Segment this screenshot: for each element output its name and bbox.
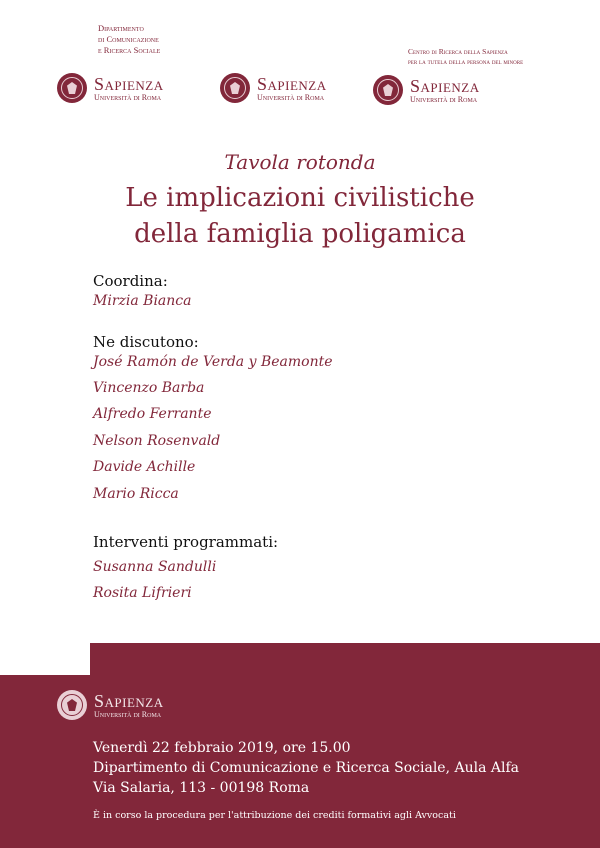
event-date: Venerdì 22 febbraio 2019, ore 15.00 bbox=[93, 740, 351, 756]
speaker-name: José Ramón de Verda y Beamonte bbox=[93, 354, 333, 370]
speaker-name: Davide Achille bbox=[93, 459, 196, 475]
centro-line: Centro di Ricerca della Sapienza bbox=[408, 47, 508, 56]
footer-logo-name: Sapienza bbox=[94, 690, 164, 711]
event-title-line: della famiglia poligamica bbox=[134, 219, 466, 249]
speaker-name: Vincenzo Barba bbox=[93, 380, 205, 396]
event-title bbox=[0, 180, 600, 252]
credits-note: È in corso la procedura per l'attribuzione dei crediti formativi agli Avvocati bbox=[93, 810, 456, 821]
logo-sub: Università di Roma bbox=[257, 92, 325, 102]
centro-line: per la tutela della persona del minore bbox=[408, 57, 524, 66]
sapienza-seal-icon bbox=[57, 690, 87, 720]
logo-sub: Università di Roma bbox=[94, 92, 162, 102]
sapienza-logo bbox=[220, 73, 327, 103]
sapienza-seal-icon bbox=[373, 75, 403, 105]
sapienza-logo bbox=[373, 75, 480, 105]
event-address: Via Salaria, 113 - 00198 Roma bbox=[93, 780, 310, 796]
logo-sub: Università di Roma bbox=[410, 94, 478, 104]
speaker-name: Alfredo Ferrante bbox=[93, 406, 212, 422]
logo-name: Sapienza bbox=[94, 73, 164, 94]
footer-sapienza-logo bbox=[57, 690, 164, 720]
footer-notch bbox=[0, 643, 90, 675]
centro-label bbox=[408, 47, 523, 67]
event-kicker: Tavola rotonda bbox=[224, 150, 376, 174]
department-line: Dipartimento bbox=[98, 23, 144, 33]
event-title-line: Le implicazioni civilistiche bbox=[125, 183, 475, 213]
logo-name: Sapienza bbox=[257, 73, 327, 94]
intervention-name: Susanna Sandulli bbox=[93, 559, 217, 575]
sapienza-logo bbox=[57, 73, 164, 103]
department-line: e Ricerca Sociale bbox=[98, 45, 161, 55]
event-place: Dipartimento di Comunicazione e Ricerca Sociale, Aula Alfa bbox=[93, 760, 520, 776]
logo-name: Sapienza bbox=[410, 75, 480, 96]
sapienza-seal-icon bbox=[220, 73, 250, 103]
discutono-label: Ne discutono: bbox=[93, 333, 199, 351]
sapienza-seal-icon bbox=[57, 73, 87, 103]
coordina-label: Coordina: bbox=[93, 272, 168, 290]
speaker-name: Mario Ricca bbox=[93, 486, 179, 502]
department-label bbox=[98, 23, 160, 56]
coordinator-name: Mirzia Bianca bbox=[93, 293, 192, 309]
department-line: di Comunicazione bbox=[98, 34, 159, 44]
intervention-name: Rosita Lifrieri bbox=[93, 585, 192, 601]
footer-logo-sub: Università di Roma bbox=[94, 709, 162, 719]
interventi-label: Interventi programmati: bbox=[93, 533, 279, 551]
speaker-name: Nelson Rosenvald bbox=[93, 433, 221, 449]
